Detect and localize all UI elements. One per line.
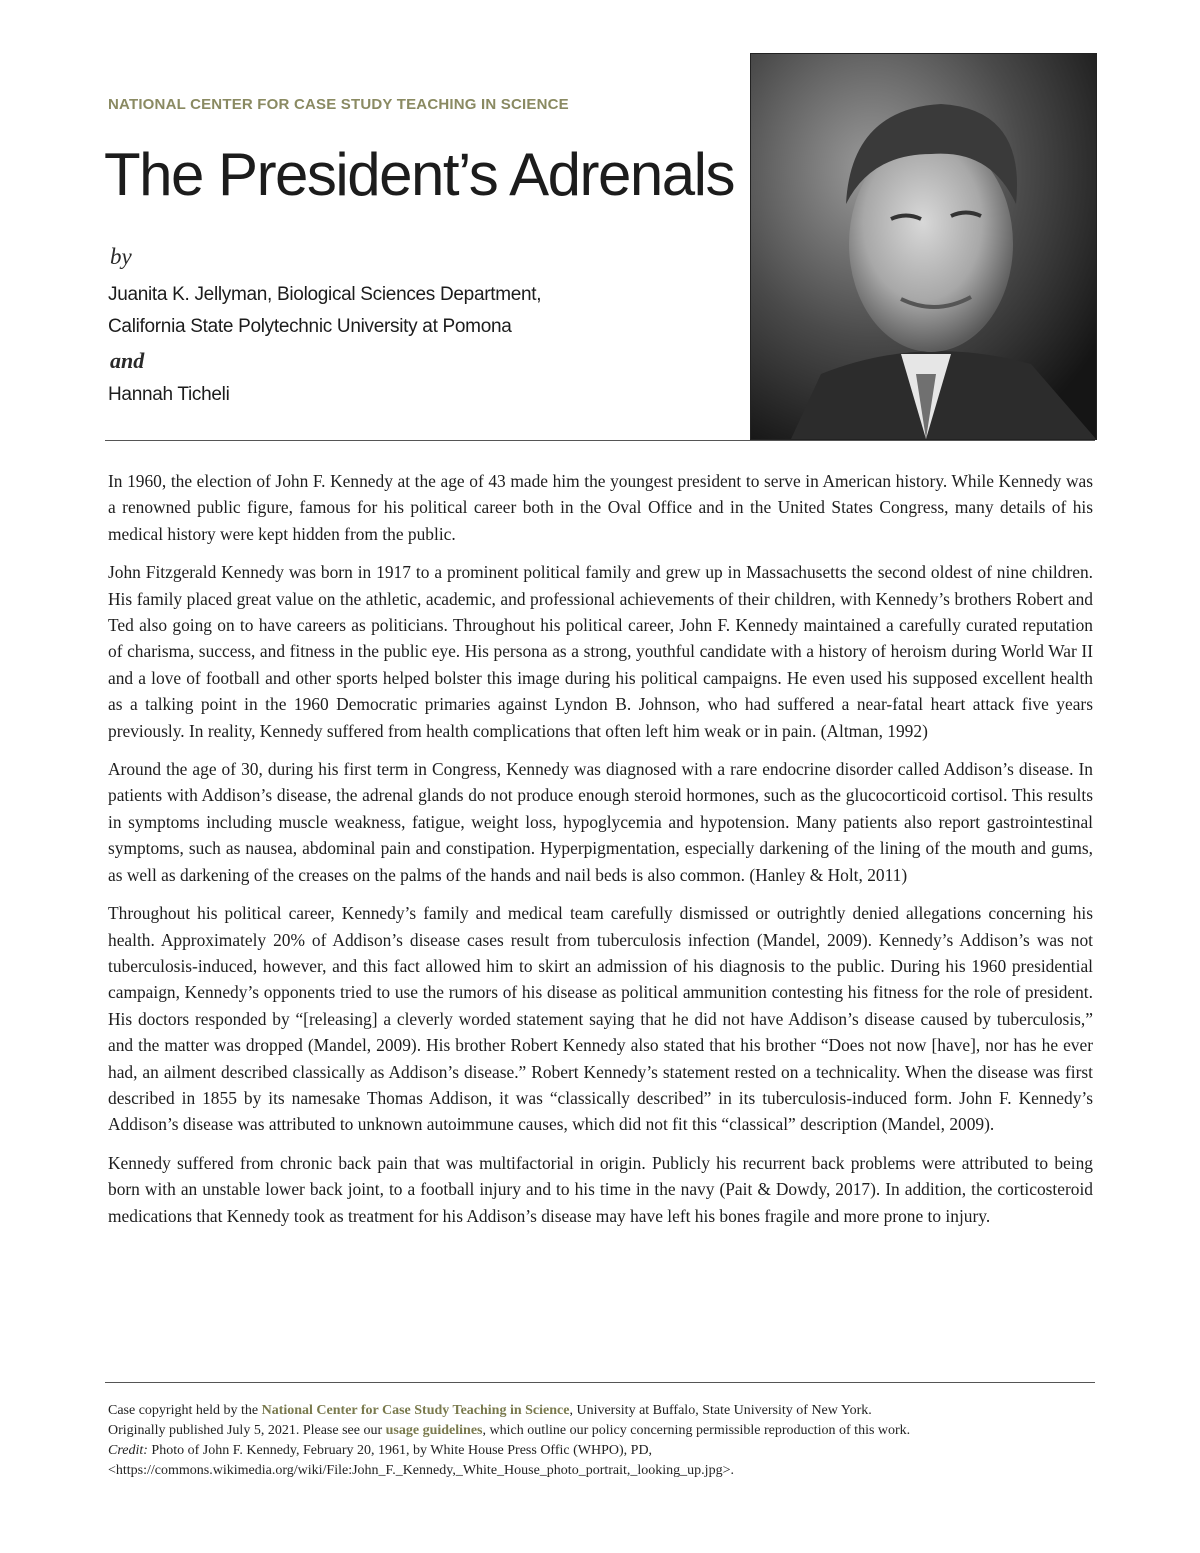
credit-label: Credit:: [108, 1443, 148, 1458]
author-1-line-2: California State Polytechnic University at Pomona: [108, 316, 512, 337]
paragraph-5: Kennedy suffered from chronic back pain that was multifactorial in origin. Publicly his recurrent back problems were attributed to being born with an unstable lower back joint, to a football injury and to his time in the navy (Pait & Dowdy, 2017). In addition, the corticosteroid medications that Kennedy took as treatment for his Addison’s disease may have left his bones fragile and more prone to injury.: [108, 1152, 1093, 1226]
paragraph-3: Around the age of 30, during his first term in Congress, Kennedy was diagnosed with a rare endocrine disorder called Addison’s disease. In patients with Addison’s disease, the adrenal glands do not produce enough steroid hormones, such as the glucocorticoid cortisol. This results in symptoms including muscle weakness, fatigue, weight loss, hypoglycemia and hypotension. Many patients also report gastrointestinal symptoms, such as nausea, abdominal pain and constipation. Hyperpigmentation, especially darkening of the lining of the mouth and gums, as well as darkening of the creases on the palms of the hands and nail beds is also common. (Hanley & Holt, 2011): [108, 759, 1093, 885]
credit-text: Photo of John F. Kennedy, February 20, 1961, by White House Press Offic (WHPO), PD, <https://commons.wikimedia.org/wiki/File:John_F._Kennedy,_White_House_photo_portrait,_looking_up.jpg>.: [108, 1443, 734, 1478]
published-line: Originally published July 5, 2021. Please see our usage guidelines, which outline our policy concerning permissible reproduction of this work.: [108, 1423, 911, 1438]
paragraph-4: Throughout his political career, Kennedy’s family and medical team carefully dismissed or outrightly denied allegations concerning his health. Approximately 20% of Addison’s disease cases result from tuberculosis infection (Mandel, 2009). Kennedy’s Addison’s was not tuberculosis-induced, however, and this fact allowed him to skirt an admission of his diagnosis to the public. During his 1960 presidential campaign, Kennedy’s opponents tried to use the rumors of his disease as political ammunition contesting his fitness for the role of president. His doctors responded by “[releasing] a cleverly worded statement saying that he did not have Addison’s disease caused by tuberculosis,” and the matter was dropped (Mandel, 2009). His brother Robert Kennedy also stated that his brother “Does not now [have], nor has he ever had, an ailment described classically as Addison’s disease.” Robert Kennedy’s statement rested on a technicality. When the disease was first described in 1855 by its namesake Thomas Addison, it was “classically described” in its tuberculosis-induced form. John F. Kennedy’s Addison’s disease was attributed to unknown autoimmune causes, which did not fit this “classical” description (Mandel, 2009).: [108, 903, 1093, 1135]
top-divider: [105, 440, 1095, 441]
author-2: Hannah Ticheli: [108, 384, 230, 405]
nccst-link[interactable]: National Center for Case Study Teaching in Science: [261, 1403, 570, 1418]
usage-guidelines-link[interactable]: usage guidelines: [385, 1423, 483, 1438]
paragraph-1: In 1960, the election of John F. Kennedy at the age of 43 made him the youngest president to serve in American history. While Kennedy was a renowned public figure, famous for his political career both in the Oval Office and in the United States Congress, many details of his medical history were kept hidden from the public.: [108, 471, 1093, 544]
article-body: [108, 468, 1093, 1241]
footer: [108, 1401, 1093, 1481]
author-1-line-1: Juanita K. Jellyman, Biological Sciences Department,: [108, 284, 542, 305]
bottom-divider: [105, 1382, 1095, 1383]
copyright-line: Case copyright held by the National Center for Case Study Teaching in Science, University at Buffalo, State University of New York.: [108, 1403, 872, 1418]
page-title: The President’s Adrenals: [104, 141, 734, 208]
credit-line: [108, 1441, 1093, 1481]
byline-and: and: [110, 348, 145, 373]
org-name: NATIONAL CENTER FOR CASE STUDY TEACHING IN SCIENCE: [108, 96, 569, 113]
paragraph-2: John Fitzgerald Kennedy was born in 1917 to a prominent political family and grew up in Massachusetts the second oldest of nine children. His family placed great value on the athletic, academic, and professional achievements of their children, with Kennedy’s brothers Robert and Ted also going on to have careers as politicians. Throughout his political career, John F. Kennedy maintained a carefully curated reputation of charisma, success, and fitness in the public eye. His persona as a strong, youthful candidate with a history of heroism during World War II and a love of football and other sports helped bolster this image during his political campaigns. He even used his supposed excellent health as a talking point in the 1960 Democratic primaries against Lyndon B. Johnson, who had suffered a near-fatal heart attack five years previously. In reality, Kennedy suffered from health complications that often left him weak or in pain. (Altman, 1992): [108, 562, 1093, 741]
portrait-photo: [750, 53, 1097, 440]
portrait-image: [751, 54, 1096, 439]
byline-by: by: [110, 244, 132, 269]
